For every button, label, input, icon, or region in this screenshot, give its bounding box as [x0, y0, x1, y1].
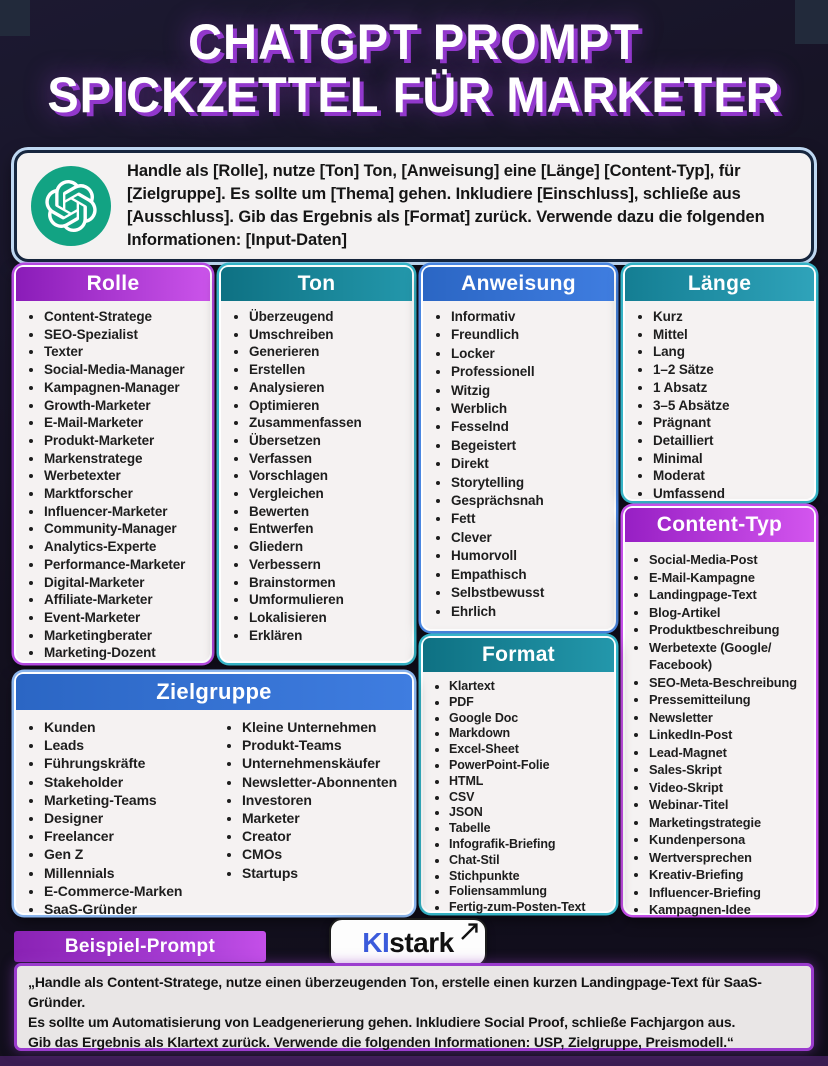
card-laenge-header: Länge	[625, 267, 814, 301]
list-item: • LinkedIn-Post	[649, 726, 810, 744]
list-item: • Marktforscher	[44, 485, 206, 503]
list-item: • Storytelling	[451, 474, 610, 492]
list-item: • Produktbeschreibung	[649, 621, 810, 639]
list-item: • Texter	[44, 343, 206, 361]
list-item: • Content-Stratege	[44, 308, 206, 326]
list-item: • Klartext	[449, 679, 610, 695]
list-item: • Affiliate-Marketer	[44, 591, 206, 609]
list-item: • Professionell	[451, 363, 610, 381]
list-item: • Marketingberater	[44, 627, 206, 645]
list-item: • Gen Z	[44, 845, 210, 863]
list-item: • Optimieren	[249, 397, 408, 415]
list-item: • Event-Marketer	[44, 609, 206, 627]
list-item: • CSV	[449, 790, 610, 806]
list-item: • 1 Absatz	[653, 379, 810, 397]
brand-logo-ki-text: KI	[362, 926, 390, 958]
list-item: • Umschreiben	[249, 326, 408, 344]
list-item: • Clever	[451, 529, 610, 547]
list-item: • Performance-Marketer	[44, 556, 206, 574]
list-item: • Kunden	[44, 718, 210, 736]
list-item: • Fertig-zum-Posten-Text	[449, 900, 610, 916]
list-item: • Moderat	[653, 467, 810, 485]
list-item: • Vergleichen	[249, 485, 408, 503]
prompt-template-box	[14, 150, 814, 262]
list-item: • Analysieren	[249, 379, 408, 397]
list-item: • Detailliert	[653, 432, 810, 450]
card-laenge	[623, 265, 816, 501]
list-item: • Kurz	[653, 308, 810, 326]
example-prompt-line: Gib das Ergebnis als Klartext zurück. Verwende die folgenden Informationen: USP, Zielgruppe, Preismodell.“	[28, 1033, 734, 1050]
list-item: • Führungskräfte	[44, 754, 210, 772]
list-item: • Übersetzen	[249, 432, 408, 450]
list-item: • E-Mail-Marketer	[44, 414, 206, 432]
list-item: • Marketingstrategie	[649, 814, 810, 832]
list-item: • Mittel	[653, 326, 810, 344]
list-item: • HTML	[449, 774, 610, 790]
list-item: • Digital-Marketer	[44, 574, 206, 592]
list-item: • Google Doc	[449, 711, 610, 727]
list-item: • Stichpunkte	[449, 869, 610, 885]
bottom-decoration-strip	[0, 1056, 828, 1066]
prompt-template-text: Handle als [Rolle], nutze [Ton] Ton, [Anweisung] eine [Länge] [Content-Typ], für [Zielgruppe]. Es sollte um [Thema] gehen. Inkludiere [Einschluss], schließe aus [Ausschluss]. Gib das Ergebnis als [Format] zurück. Verwende dazu die folgenden Informationen: [Input-Daten]	[127, 161, 765, 250]
list-item: • Verfassen	[249, 450, 408, 468]
list-item: • Influencer-Briefing	[649, 884, 810, 902]
list-item: • Humorvoll	[451, 547, 610, 565]
list-item: • Bewerten	[249, 503, 408, 521]
list-item: • Locker	[451, 345, 610, 363]
list-item: • Markdown	[449, 726, 610, 742]
list-item: • Social-Media-Manager	[44, 361, 206, 379]
list-item: • Gliedern	[249, 538, 408, 556]
list-item: • PowerPoint-Folie	[449, 758, 610, 774]
list-item: • Sales-Skript	[649, 761, 810, 779]
list-item: • Kundenpersona	[649, 831, 810, 849]
list-item: • Social-Media-Post	[649, 551, 810, 569]
list-item: • Fesselnd	[451, 418, 610, 436]
list-item: • Direkt	[451, 455, 610, 473]
list-item: • Blog-Artikel	[649, 604, 810, 622]
list-item: • Kampagnen-Manager	[44, 379, 206, 397]
card-ton	[219, 265, 414, 663]
list-item: • Freelancer	[44, 827, 210, 845]
card-anweisung-header: Anweisung	[423, 267, 614, 301]
list-item: • 1–2 Sätze	[653, 361, 810, 379]
list-item: • Empathisch	[451, 566, 610, 584]
card-anweisung-list	[423, 308, 614, 621]
card-format	[421, 636, 616, 913]
list-item: • Selbstbewusst	[451, 584, 610, 602]
openai-logo-icon	[31, 166, 111, 246]
list-item: • Gesprächsnah	[451, 492, 610, 510]
card-ton-list	[221, 308, 412, 644]
card-zielgruppe	[14, 672, 414, 918]
list-item: • Werbetexte (Google/ Facebook)	[649, 639, 810, 674]
card-content-typ-header: Content-Typ	[625, 508, 814, 542]
list-item: • Markenstratege	[44, 450, 206, 468]
card-rolle-header: Rolle	[16, 267, 210, 301]
card-format-list	[423, 679, 614, 916]
list-item: • 3–5 Absätze	[653, 397, 810, 415]
page-title-line1: CHATGPT PROMPT	[188, 13, 640, 70]
list-item: • Landingpage-Text	[649, 586, 810, 604]
list-item: • Kampagnen-Idee	[649, 901, 810, 919]
list-item: • Kleine Unternehmen	[242, 718, 408, 736]
list-item: • Werbetexter	[44, 467, 206, 485]
list-item: • Begeistert	[451, 437, 610, 455]
list-item: • JSON	[449, 805, 610, 821]
list-item: • Unternehmenskäufer	[242, 754, 408, 772]
list-item: • Fett	[451, 510, 610, 528]
list-item: • Kreativ-Briefing	[649, 866, 810, 884]
list-item: • Erklären	[249, 627, 408, 645]
list-item: • Chat-Stil	[449, 853, 610, 869]
list-item: • Generieren	[249, 343, 408, 361]
list-item: • Influencer-Marketer	[44, 503, 206, 521]
card-format-header: Format	[423, 638, 614, 672]
list-item: • Community-Manager	[44, 520, 206, 538]
list-item: • Newsletter-Abonnenten	[242, 773, 408, 791]
list-item: • Freundlich	[451, 326, 610, 344]
list-item: • Werblich	[451, 400, 610, 418]
card-laenge-list	[625, 308, 814, 503]
list-item: • Infografik-Briefing	[449, 837, 610, 853]
list-item: • Designer	[44, 809, 210, 827]
example-prompt-label: Beispiel-Prompt	[14, 931, 266, 962]
list-item: • Lead-Magnet	[649, 744, 810, 762]
list-item: • SaaS-Gründer	[44, 900, 210, 918]
list-item: • E-Commerce-Marken	[44, 882, 210, 900]
list-item: • Video-Skript	[649, 779, 810, 797]
list-item: • Marketing-Dozent	[44, 644, 206, 662]
list-item: • Prägnant	[653, 414, 810, 432]
list-item: • Startups	[242, 864, 408, 882]
list-item: • Vorschlagen	[249, 467, 408, 485]
page-title-line2: SPICKZETTEL FÜR MARKETER	[47, 65, 781, 123]
brand-logo-stark-text: stark	[389, 926, 454, 958]
card-anweisung	[421, 265, 616, 631]
list-item: • Wertversprechen	[649, 849, 810, 867]
list-item: • Pressemitteilung	[649, 691, 810, 709]
list-item: • Entwerfen	[249, 520, 408, 538]
example-prompt-line: Es sollte um Automatisierung von Leadgenerierung gehen. Inkludiere Social Proof, schließe Fachjargon aus.	[28, 1013, 736, 1030]
list-item: • Überzeugend	[249, 308, 408, 326]
list-item: • Zusammenfassen	[249, 414, 408, 432]
brand-logo-kistark	[329, 918, 487, 967]
example-prompt-line: „Handle als Content-Stratege, nutze einen überzeugenden Ton, erstelle einen kurzen Landingpage-Text für SaaS-Gründer.	[28, 974, 762, 1010]
list-item: • Informativ	[451, 308, 610, 326]
list-item: • Produkt-Marketer	[44, 432, 206, 450]
list-item: • PDF	[449, 695, 610, 711]
page-title	[0, 13, 828, 123]
list-item: • Marketer	[242, 809, 408, 827]
card-ton-header: Ton	[221, 267, 412, 301]
list-item: • Minimal	[653, 450, 810, 468]
list-item: • Ehrlich	[451, 603, 610, 621]
list-item: • Marketing-Teams	[44, 791, 210, 809]
list-item: • Creator	[242, 827, 408, 845]
list-item: • Umfassend	[653, 485, 810, 503]
list-item: • Foliensammlung	[449, 884, 610, 900]
list-item: • Stakeholder	[44, 773, 210, 791]
list-item: • CMOs	[242, 845, 408, 863]
list-item: • Brainstormen	[249, 574, 408, 592]
list-item: • SEO-Spezialist	[44, 326, 206, 344]
card-content-typ	[623, 506, 816, 915]
list-item: • Leads	[44, 736, 210, 754]
card-content-typ-list	[625, 549, 814, 919]
list-item: • E-Mail-Kampagne	[649, 569, 810, 587]
list-item: • Lang	[653, 343, 810, 361]
list-item: • Tabelle	[449, 821, 610, 837]
list-item: • Witzig	[451, 382, 610, 400]
card-zielgruppe-list-left	[16, 718, 214, 918]
list-item: • Growth-Marketer	[44, 397, 206, 415]
list-item: • Verbessern	[249, 556, 408, 574]
card-zielgruppe-list-right	[214, 718, 412, 918]
list-item: • Millennials	[44, 864, 210, 882]
list-item: • Erstellen	[249, 361, 408, 379]
card-rolle	[14, 265, 212, 663]
card-zielgruppe-header: Zielgruppe	[16, 674, 412, 710]
list-item: • Analytics-Experte	[44, 538, 206, 556]
example-prompt-box	[14, 963, 814, 1051]
list-item: • Excel-Sheet	[449, 742, 610, 758]
list-item: • Newsletter	[649, 709, 810, 727]
list-item: • Lokalisieren	[249, 609, 408, 627]
list-item: • Produkt-Teams	[242, 736, 408, 754]
list-item: • SEO-Meta-Beschreibung	[649, 674, 810, 692]
card-rolle-list	[16, 308, 210, 662]
list-item: • Umformulieren	[249, 591, 408, 609]
arrow-up-right-icon	[458, 919, 482, 943]
list-item: • Investoren	[242, 791, 408, 809]
list-item: • Webinar-Titel	[649, 796, 810, 814]
